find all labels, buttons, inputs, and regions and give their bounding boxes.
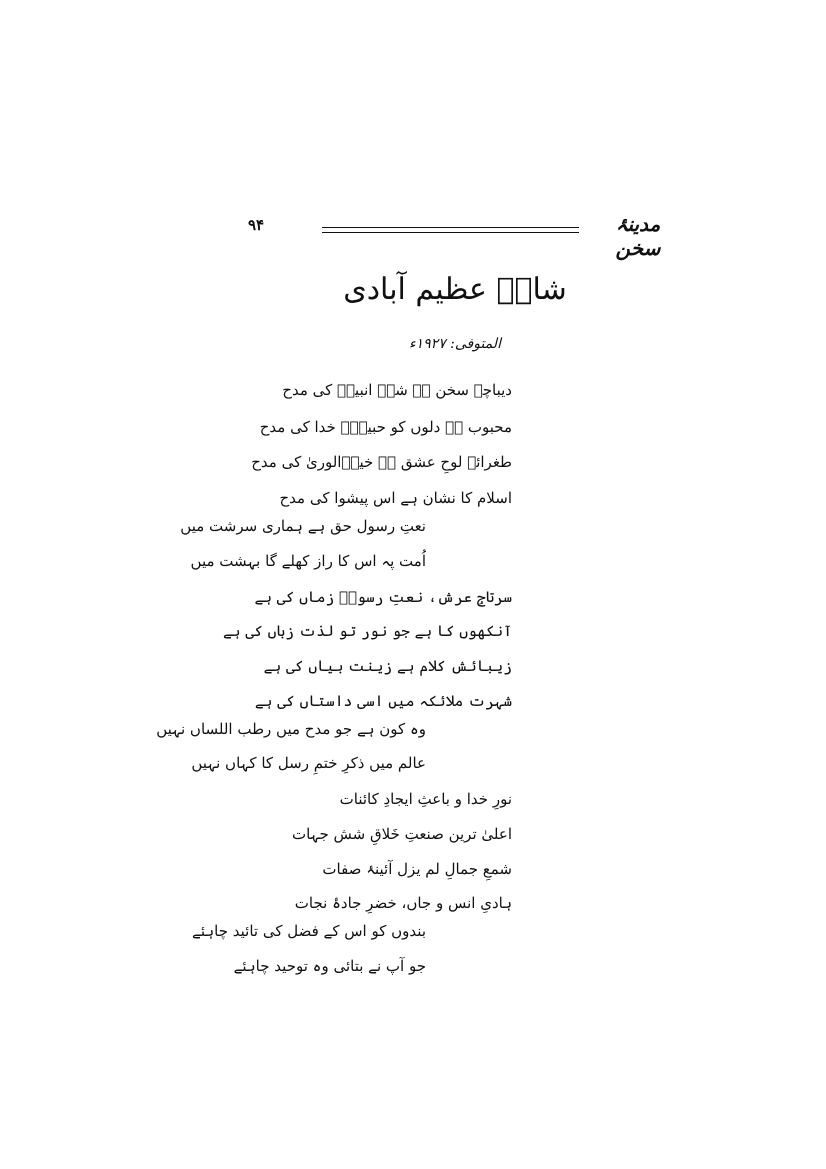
verse-line: سرتاجِ عرش، نعتِ رسولؐ زماں کی ہے [254, 588, 512, 606]
running-title: مدینۂ سخن [615, 212, 661, 260]
verse-line: بندوں کو اس کے فضل کی تائید چاہئے [192, 922, 426, 940]
verse-line: ہادیِ انس و جاں، خضرِ جادۂ نجات [294, 894, 512, 912]
verse-line: اسلام کا نشان ہے اس پیشوا کی مدح [279, 489, 512, 507]
verse-line: آنکھوں کا ہے جو نور تو لذت زباں کی ہے [222, 622, 512, 640]
verse-line: دیباچۂ سخن ہے شہِ انبیاؐ کی مدح [282, 381, 512, 399]
verse-line: طغرائے لوحِ عشق ہے خیرؐالوریٰ کی مدح [251, 453, 512, 471]
poet-name: شادؔ عظیم آبادی [343, 272, 567, 307]
verse-line: شہرت ملائکہ میں اسی داستاں کی ہے [254, 692, 512, 710]
verse-line: نعتِ رسول حق ہے ہماری سرشت میں [180, 517, 426, 535]
verse-line: اُمت پہ اس کا راز کھلے گا بہشت میں [190, 552, 426, 570]
verse-line: زیبائش کلام ہے زینت بیاں کی ہے [263, 657, 512, 675]
header-rule [322, 227, 579, 233]
death-year: المتوفی: ۱۹۲۷ء [409, 336, 501, 352]
verse-line: نورِ خدا و باعثِ ایجادِ کائنات [339, 790, 512, 808]
verse-line: عالم میں ذکرِ ختمِ رسل کا کہاں نہیں [191, 754, 426, 772]
page-number: ۹۴ [248, 216, 265, 234]
verse-line: شمعِ جمالِ لم یزل آئینۂ صفات [322, 860, 512, 878]
verse-line: جو آپ نے بتائی وہ توحید چاہئے [233, 957, 426, 975]
verse-line: اعلیٰ ترین صنعتِ خَلاقِ شش جہات [291, 825, 512, 843]
verse-line: وہ کون ہے جو مدح میں رطب اللساں نہیں [156, 720, 426, 738]
verse-line: محبوب ہے دلوں کو حبیبِؐ خدا کی مدح [259, 418, 512, 436]
